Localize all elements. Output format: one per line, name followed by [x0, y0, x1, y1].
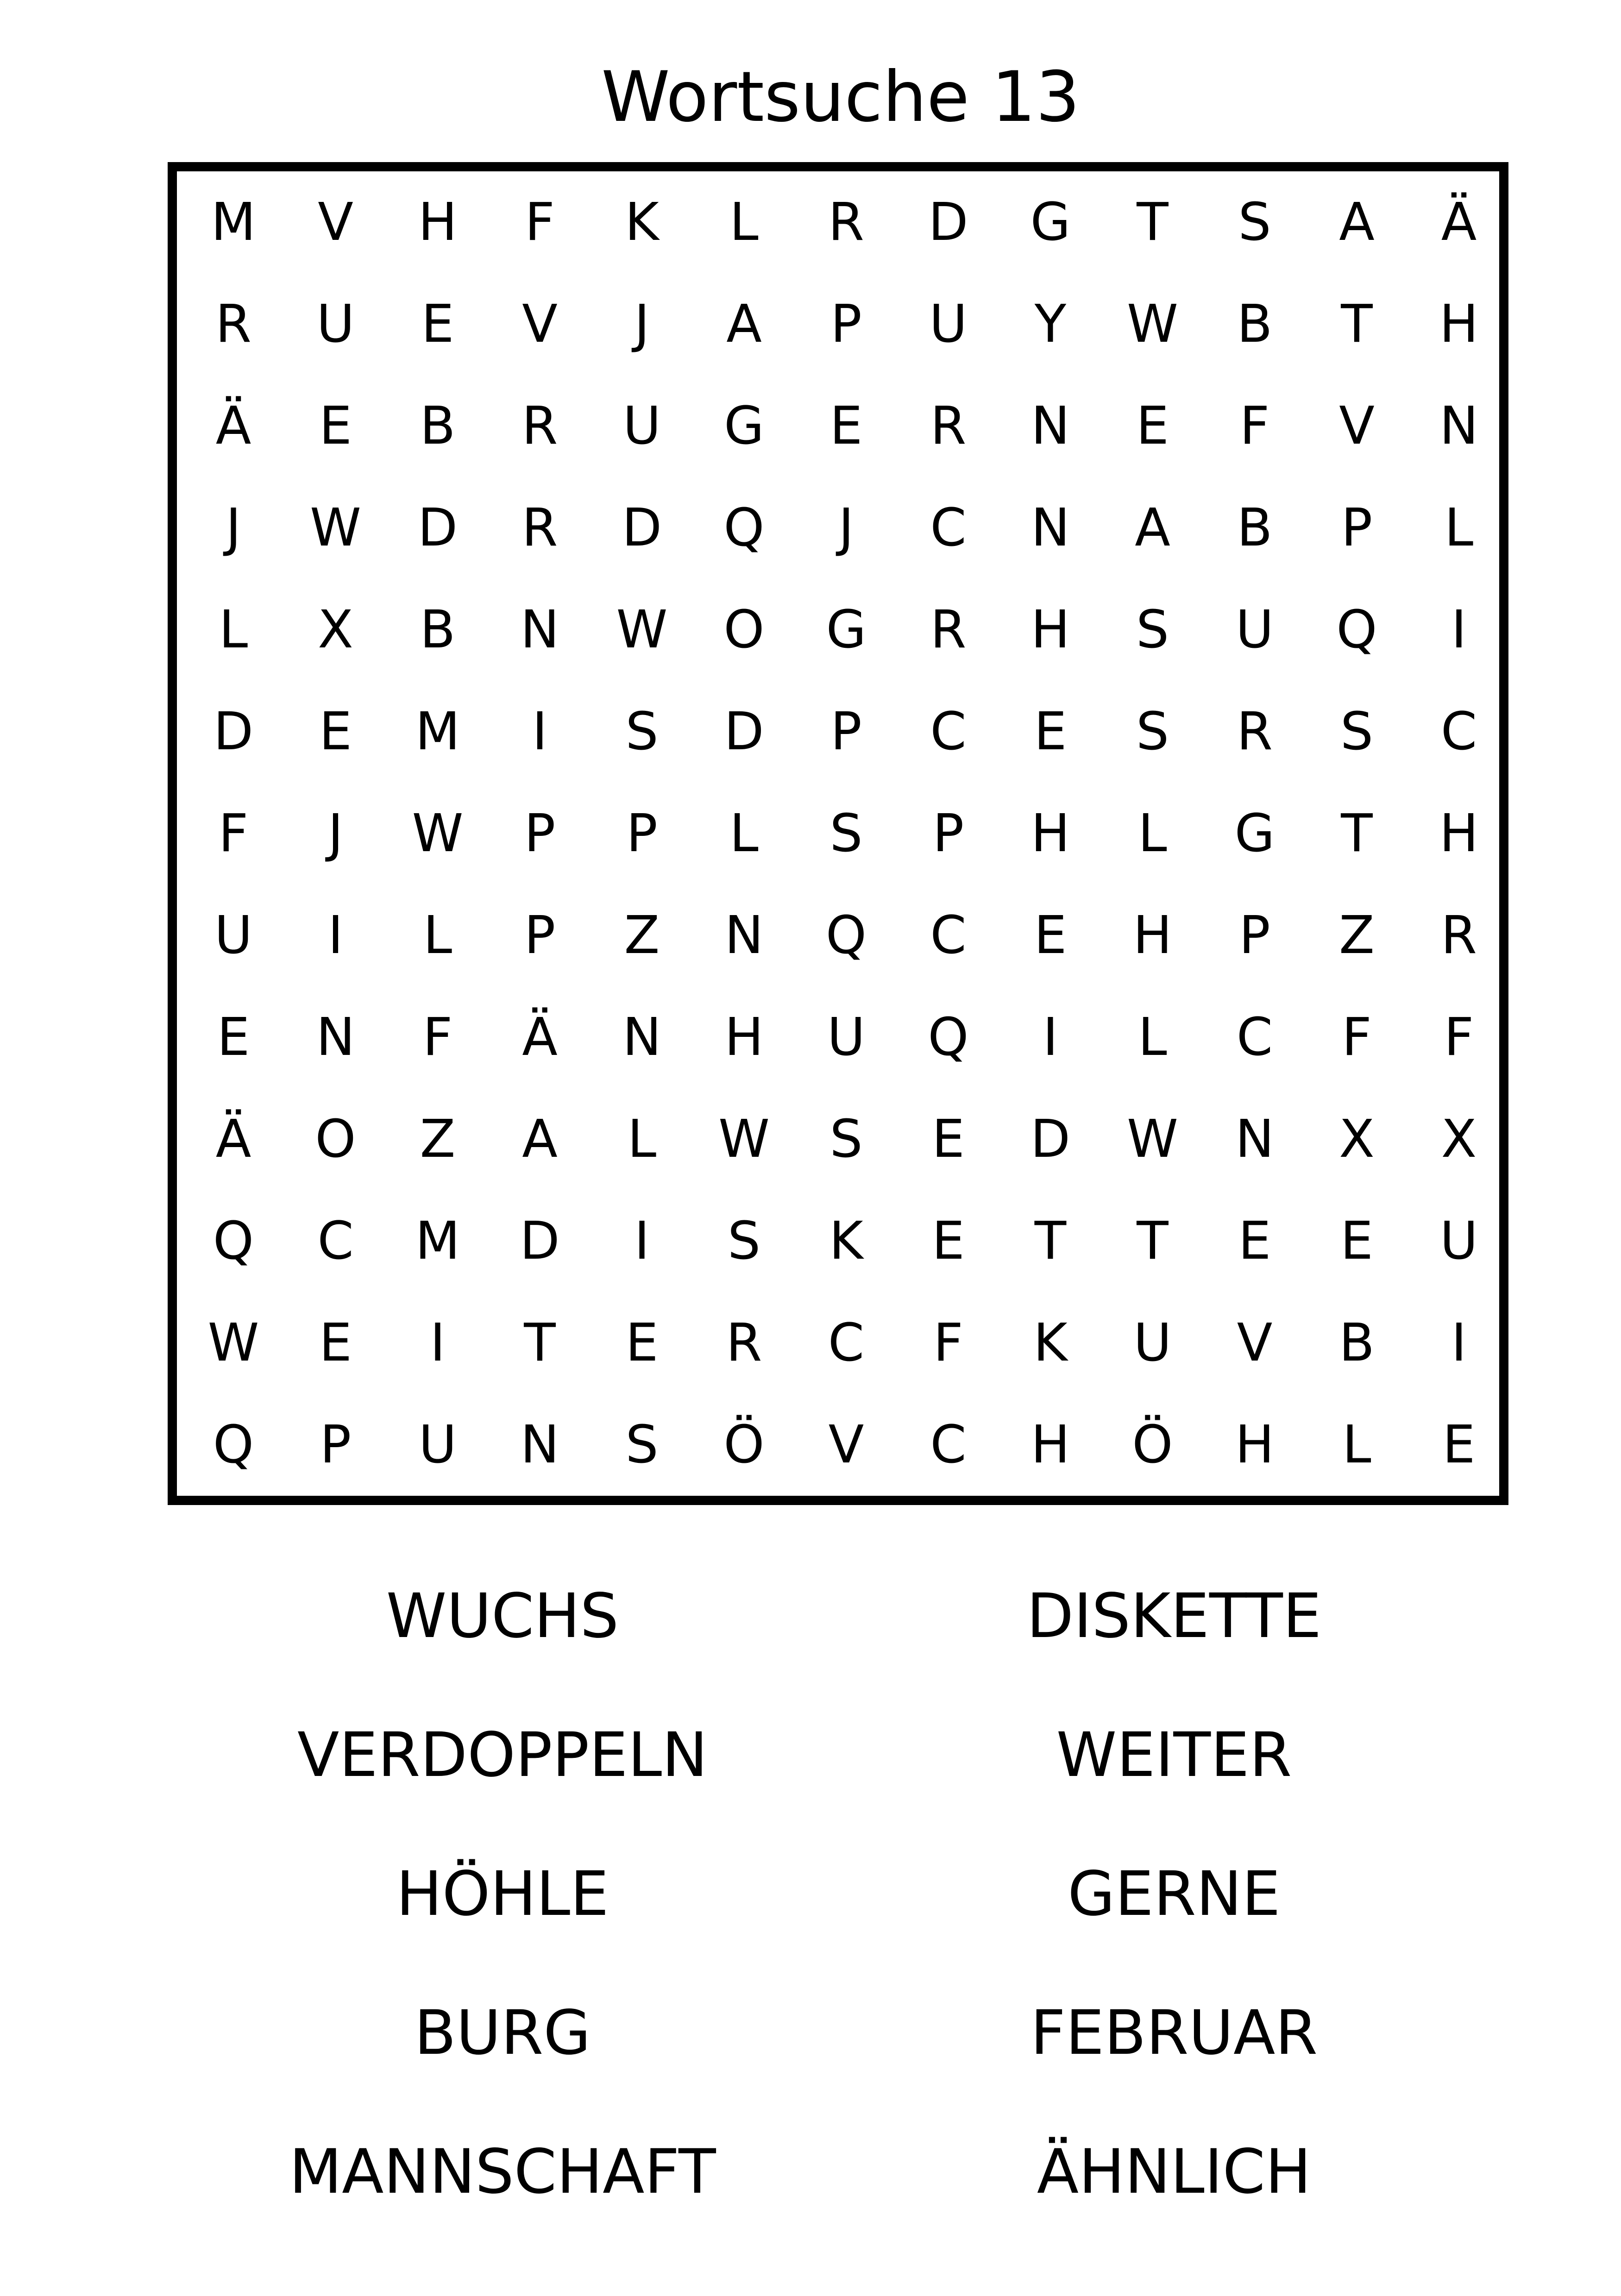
grid-row	[177, 681, 1499, 783]
grid-letter[interactable]: X	[318, 600, 353, 660]
grid-letter[interactable]: D	[213, 702, 254, 762]
grid-letter[interactable]: N	[1235, 1109, 1274, 1169]
grid-letter[interactable]: X	[1441, 1109, 1477, 1169]
grid-letter[interactable]: Ä	[522, 1007, 558, 1067]
grid-letter[interactable]: H	[1030, 600, 1070, 660]
grid-letter[interactable]: D	[520, 1211, 560, 1271]
grid-row	[177, 783, 1499, 885]
grid-letter[interactable]: B	[1339, 1313, 1375, 1373]
grid-letter[interactable]: L	[627, 1109, 657, 1169]
grid-letter[interactable]: Q	[723, 498, 765, 558]
word-list-item: MANNSCHAFT	[289, 2136, 716, 2208]
grid-letter[interactable]: R	[521, 498, 558, 558]
grid-letter[interactable]: U	[827, 1007, 865, 1067]
grid-letter[interactable]: U	[214, 905, 252, 966]
grid-letter[interactable]: U	[929, 294, 968, 354]
word-list-item: GERNE	[1068, 1858, 1281, 1930]
grid-letter[interactable]: J	[634, 294, 650, 354]
grid-letter[interactable]: A	[1339, 192, 1375, 252]
word-list-item: DISKETTE	[1026, 1581, 1322, 1652]
grid-letter[interactable]: M	[415, 1211, 460, 1271]
grid-letter[interactable]: L	[219, 600, 248, 660]
word-list-item: BURG	[414, 1997, 591, 2069]
word-list-item: WEITER	[1056, 1719, 1292, 1791]
grid-letter[interactable]: T	[524, 1313, 556, 1373]
grid-letter[interactable]: H	[1439, 294, 1479, 354]
grid-letter[interactable]: P	[1239, 905, 1270, 966]
grid-letter[interactable]: V	[1339, 396, 1375, 456]
grid-letter[interactable]: Z	[1339, 905, 1375, 966]
grid-letter[interactable]: W	[310, 498, 361, 558]
grid-letter[interactable]: B	[1237, 294, 1273, 354]
grid-letter[interactable]: U	[1440, 1211, 1478, 1271]
grid-letter[interactable]: E	[829, 396, 863, 456]
grid-letter[interactable]: R	[828, 192, 864, 252]
grid-letter[interactable]: P	[320, 1415, 352, 1475]
grid-letter[interactable]: R	[930, 396, 967, 456]
grid-letter[interactable]: F	[933, 1313, 963, 1373]
grid-letter[interactable]: S	[625, 1415, 659, 1475]
grid-letter[interactable]: W	[1127, 1109, 1178, 1169]
grid-letter[interactable]: C	[1440, 702, 1477, 762]
grid-letter[interactable]: E	[1238, 1211, 1271, 1271]
word-list-item: ÄHNLICH	[1037, 2136, 1312, 2208]
grid-letter[interactable]: N	[520, 1415, 559, 1475]
grid-letter[interactable]: C	[930, 702, 967, 762]
grid-letter[interactable]: N	[1031, 396, 1070, 456]
grid-letter[interactable]: E	[932, 1109, 965, 1169]
grid-letter[interactable]: I	[327, 905, 344, 966]
grid-letter[interactable]: T	[1341, 803, 1373, 864]
grid-letter[interactable]: X	[1339, 1109, 1375, 1169]
grid-letter[interactable]: R	[1441, 905, 1477, 966]
grid-letter[interactable]: U	[1236, 600, 1274, 660]
grid-letter[interactable]: Q	[825, 905, 867, 966]
grid-letter[interactable]: A	[522, 1109, 558, 1169]
grid-letter[interactable]: P	[626, 803, 658, 864]
grid-letter[interactable]: A	[1135, 498, 1170, 558]
grid-letter[interactable]: M	[415, 702, 460, 762]
grid-row	[177, 1190, 1499, 1292]
grid-letter[interactable]: B	[420, 600, 456, 660]
grid-letter[interactable]: I	[634, 1211, 650, 1271]
grid-letter[interactable]: K	[625, 192, 659, 252]
grid-letter[interactable]: Y	[1034, 294, 1067, 354]
grid-letter[interactable]: G	[1234, 803, 1275, 864]
grid-letter[interactable]: B	[1237, 498, 1273, 558]
grid-letter[interactable]: H	[418, 192, 458, 252]
grid-letter[interactable]: S	[1136, 600, 1169, 660]
grid-letter[interactable]: R	[1237, 702, 1273, 762]
grid-letter[interactable]: F	[525, 192, 555, 252]
grid-letter[interactable]: Z	[420, 1109, 456, 1169]
grid-letter[interactable]: U	[419, 1415, 457, 1475]
grid-letter[interactable]: H	[1235, 1415, 1275, 1475]
grid-letter[interactable]: L	[729, 192, 759, 252]
grid-letter[interactable]: Ä	[215, 396, 251, 456]
grid-row	[177, 1088, 1499, 1190]
grid-letter[interactable]: D	[724, 702, 764, 762]
grid-letter[interactable]: E	[319, 1313, 352, 1373]
grid-letter[interactable]: W	[1127, 294, 1178, 354]
grid-letter[interactable]: R	[521, 396, 558, 456]
grid-row	[177, 1394, 1499, 1496]
grid-letter[interactable]: C	[930, 498, 967, 558]
grid-letter[interactable]: J	[226, 498, 241, 558]
grid-letter[interactable]: L	[729, 803, 759, 864]
grid-letter[interactable]: N	[520, 600, 559, 660]
grid-letter[interactable]: T	[1137, 192, 1169, 252]
grid-letter[interactable]: S	[829, 1109, 863, 1169]
grid-letter[interactable]: U	[316, 294, 355, 354]
grid-letter[interactable]: S	[625, 702, 659, 762]
grid-letter[interactable]: H	[1133, 905, 1172, 966]
grid-row	[177, 885, 1499, 986]
grid-letter[interactable]: Ä	[215, 1109, 251, 1169]
grid-letter[interactable]: L	[1138, 803, 1167, 864]
grid-letter[interactable]: E	[932, 1211, 965, 1271]
grid-letter[interactable]: Q	[1336, 600, 1377, 660]
grid-letter[interactable]: Z	[624, 905, 660, 966]
grid-row	[177, 477, 1499, 579]
grid-letter[interactable]: D	[417, 498, 458, 558]
grid-letter[interactable]: F	[1239, 396, 1270, 456]
grid-letter[interactable]: U	[1133, 1313, 1172, 1373]
grid-letter[interactable]: V	[522, 294, 558, 354]
grid-letter[interactable]: S	[1136, 702, 1169, 762]
grid-letter[interactable]: N	[1031, 498, 1070, 558]
grid-letter[interactable]: H	[724, 1007, 764, 1067]
grid-letter[interactable]: O	[723, 600, 765, 660]
grid-letter[interactable]: W	[412, 803, 464, 864]
grid-letter[interactable]: C	[1236, 1007, 1273, 1067]
grid-letter[interactable]: J	[838, 498, 854, 558]
grid-letter[interactable]: U	[623, 396, 661, 456]
grid-letter[interactable]: T	[1034, 1211, 1067, 1271]
grid-row	[177, 986, 1499, 1088]
grid-letter[interactable]: W	[207, 1313, 259, 1373]
grid-letter[interactable]: I	[430, 1313, 446, 1373]
grid-letter[interactable]: R	[726, 1313, 762, 1373]
grid-letter[interactable]: J	[327, 803, 344, 864]
grid-letter[interactable]: T	[1341, 294, 1373, 354]
grid-letter[interactable]: E	[1340, 1211, 1373, 1271]
word-list-item: WUCHS	[386, 1581, 619, 1652]
grid-letter[interactable]: N	[724, 905, 764, 966]
grid-letter[interactable]: S	[727, 1211, 761, 1271]
grid-letter[interactable]: R	[215, 294, 251, 354]
grid-letter[interactable]: S	[1340, 702, 1374, 762]
grid-letter[interactable]: P	[524, 905, 556, 966]
grid-letter[interactable]: Ö	[1132, 1415, 1173, 1475]
grid-letter[interactable]: T	[1137, 1211, 1169, 1271]
grid-letter[interactable]: F	[422, 1007, 453, 1067]
grid-letter[interactable]: W	[616, 600, 668, 660]
grid-letter[interactable]: O	[315, 1109, 356, 1169]
grid-letter[interactable]: E	[319, 396, 352, 456]
grid-letter[interactable]: Q	[213, 1415, 254, 1475]
word-list-item: FEBRUAR	[1030, 1997, 1318, 2069]
grid-letter[interactable]: L	[1138, 1007, 1167, 1067]
grid-letter[interactable]: Q	[213, 1211, 254, 1271]
grid-letter[interactable]: S	[829, 803, 863, 864]
grid-letter[interactable]: C	[828, 1313, 865, 1373]
grid-letter[interactable]: N	[316, 1007, 355, 1067]
letter-grid	[168, 162, 1508, 1505]
grid-letter[interactable]: P	[932, 803, 964, 864]
grid-letter[interactable]: L	[1444, 498, 1474, 558]
grid-letter[interactable]: I	[532, 702, 548, 762]
grid-letter[interactable]: V	[318, 192, 353, 252]
grid-letter[interactable]: S	[1238, 192, 1271, 252]
grid-letter[interactable]: V	[828, 1415, 864, 1475]
grid-letter[interactable]: W	[718, 1109, 770, 1169]
grid-letter[interactable]: C	[930, 1415, 967, 1475]
grid-letter[interactable]: R	[930, 600, 967, 660]
grid-letter[interactable]: H	[1030, 803, 1070, 864]
grid-letter[interactable]: C	[930, 905, 967, 966]
grid-letter[interactable]: F	[218, 803, 249, 864]
grid-letter[interactable]: P	[830, 294, 862, 354]
grid-letter[interactable]: P	[524, 803, 556, 864]
grid-letter[interactable]: K	[1033, 1313, 1068, 1373]
grid-row	[177, 579, 1499, 681]
grid-letter[interactable]: E	[217, 1007, 250, 1067]
grid-letter[interactable]: E	[1136, 396, 1169, 456]
grid-letter[interactable]: A	[726, 294, 762, 354]
grid-letter[interactable]: E	[1034, 905, 1067, 966]
page-title: Wortsuche 13	[601, 57, 1080, 138]
grid-letter[interactable]: L	[423, 905, 452, 966]
grid-letter[interactable]: I	[1451, 600, 1467, 660]
grid-letter[interactable]: E	[625, 1313, 659, 1373]
grid-letter[interactable]: G	[1030, 192, 1071, 252]
grid-letter[interactable]: E	[1034, 702, 1067, 762]
grid-letter[interactable]: C	[317, 1211, 354, 1271]
grid-letter[interactable]: N	[622, 1007, 661, 1067]
grid-letter[interactable]: G	[826, 600, 867, 660]
grid-letter[interactable]: D	[928, 192, 968, 252]
grid-letter[interactable]: P	[1341, 498, 1373, 558]
grid-letter[interactable]: P	[830, 702, 862, 762]
grid-letter[interactable]: K	[829, 1211, 863, 1271]
grid-letter[interactable]: M	[211, 192, 256, 252]
grid-letter[interactable]: Ö	[723, 1415, 765, 1475]
grid-letter[interactable]: E	[319, 702, 352, 762]
grid-row	[177, 171, 1499, 273]
grid-letter[interactable]: H	[1030, 1415, 1070, 1475]
grid-letter[interactable]: V	[1237, 1313, 1273, 1373]
grid-letter[interactable]: I	[1043, 1007, 1058, 1067]
grid-letter[interactable]: Ä	[1441, 192, 1477, 252]
grid-letter[interactable]: D	[1030, 1109, 1071, 1169]
grid-letter[interactable]: I	[1451, 1313, 1467, 1373]
grid-letter[interactable]: Q	[928, 1007, 969, 1067]
grid-letter[interactable]: N	[1439, 396, 1478, 456]
grid-row	[177, 1292, 1499, 1394]
grid-letter[interactable]: H	[1439, 803, 1479, 864]
grid-letter[interactable]: F	[1444, 1007, 1474, 1067]
grid-letter[interactable]: D	[622, 498, 662, 558]
word-list-item: HÖHLE	[396, 1858, 609, 1930]
grid-letter[interactable]: E	[421, 294, 454, 354]
grid-row	[177, 375, 1499, 477]
word-list-item: VERDOPPELN	[297, 1719, 708, 1791]
grid-letter[interactable]: B	[420, 396, 456, 456]
grid-row	[177, 273, 1499, 375]
grid-letter[interactable]: L	[1342, 1415, 1371, 1475]
grid-letter[interactable]: G	[724, 396, 764, 456]
grid-letter[interactable]: F	[1342, 1007, 1372, 1067]
grid-letter[interactable]: E	[1442, 1415, 1476, 1475]
